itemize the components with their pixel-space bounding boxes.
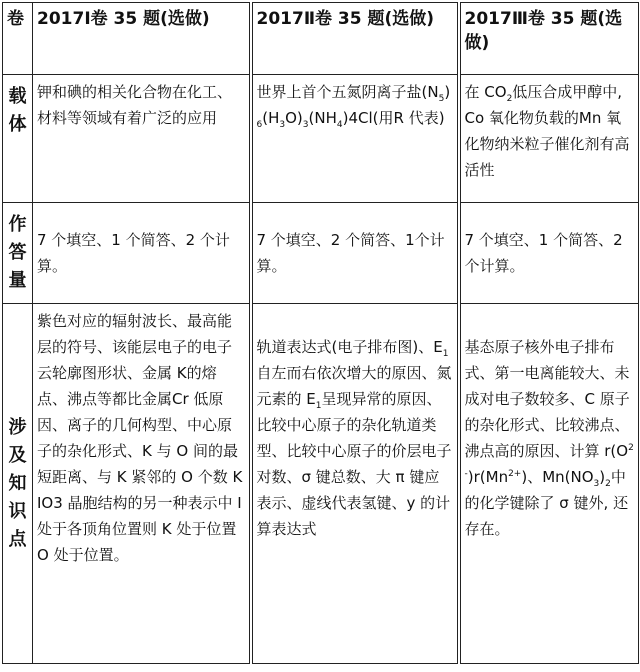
- cell-carrier-col-1: 钾和碘的相关化合物在化工、材料等领域有着广泛的应用: [33, 75, 251, 203]
- table-row: [3, 75, 639, 203]
- row-label-knowledge: 涉 及 知 识 点: [3, 304, 33, 664]
- header-col-2: 2017Ⅱ卷 35 题(选做): [251, 3, 459, 75]
- comparison-table: [2, 2, 639, 664]
- header-col-3: 2017Ⅲ卷 35 题(选做): [459, 3, 639, 75]
- cell-amount-col-1: 7 个填空、1 个简答、2 个计算。: [33, 203, 251, 304]
- table-row: [3, 203, 639, 304]
- table-row: [3, 304, 639, 664]
- cell-knowledge-col-2: 轨道表达式(电子排布图)、$E_1$自左而右依次增大的原因、氮元素的 $E_1$呈现异常的原因、比较中心原子的杂化轨道类型、比较中心原子的价层电子对数、σ 键总数、大 π 键应表示、虚线代表氢键、y 的计算表达式: [251, 304, 459, 664]
- cell-knowledge-col-1: 紫色对应的辐射波长、最高能层的符号、该能层电子的电子云轮廓图形状、金属 K的熔点、沸点等都比金属Cr 低原因、离子的几何构型、中心原子的杂化形式、K 与 O 间的最短距离、与 K 紧邻的 O 个数 KIO3 晶胞结构的另一种表示中 I 处于各顶角位置则 K 处于位置 O 处于位置。: [33, 304, 251, 664]
- row-label-carrier: 载 体: [3, 75, 33, 203]
- row-label-answer-amount: 作 答 量: [3, 203, 33, 304]
- cell-knowledge-col-3: 基态原子核外电子排布式、第一电离能较大、未成对电子数较多、C 原子的杂化形式、比较沸点、沸点高的原因、计算 $r(O^{2-})r(Mn^{2+})$、$Mn(NO_3)_2$中的化学键除了 σ 键外, 还存在。: [459, 304, 639, 664]
- header-corner: 卷: [3, 3, 33, 75]
- cell-carrier-col-3: 在 $CO_2$低压合成甲醇中, Co 氧化物负载的Mn 氧化物纳米粒子催化剂有高活性: [459, 75, 639, 203]
- cell-carrier-col-2: 世界上首个五氮阴离子盐$(N_5)_6(H_3O)_3(NH_4)4Cl$(用R 代表): [251, 75, 459, 203]
- cell-amount-col-2: 7 个填空、2 个简答、1个计算。: [251, 203, 459, 304]
- header-row: [3, 3, 639, 75]
- cell-amount-col-3: 7 个填空、1 个简答、2 个计算。: [459, 203, 639, 304]
- header-col-1: 2017Ⅰ卷 35 题(选做): [33, 3, 251, 75]
